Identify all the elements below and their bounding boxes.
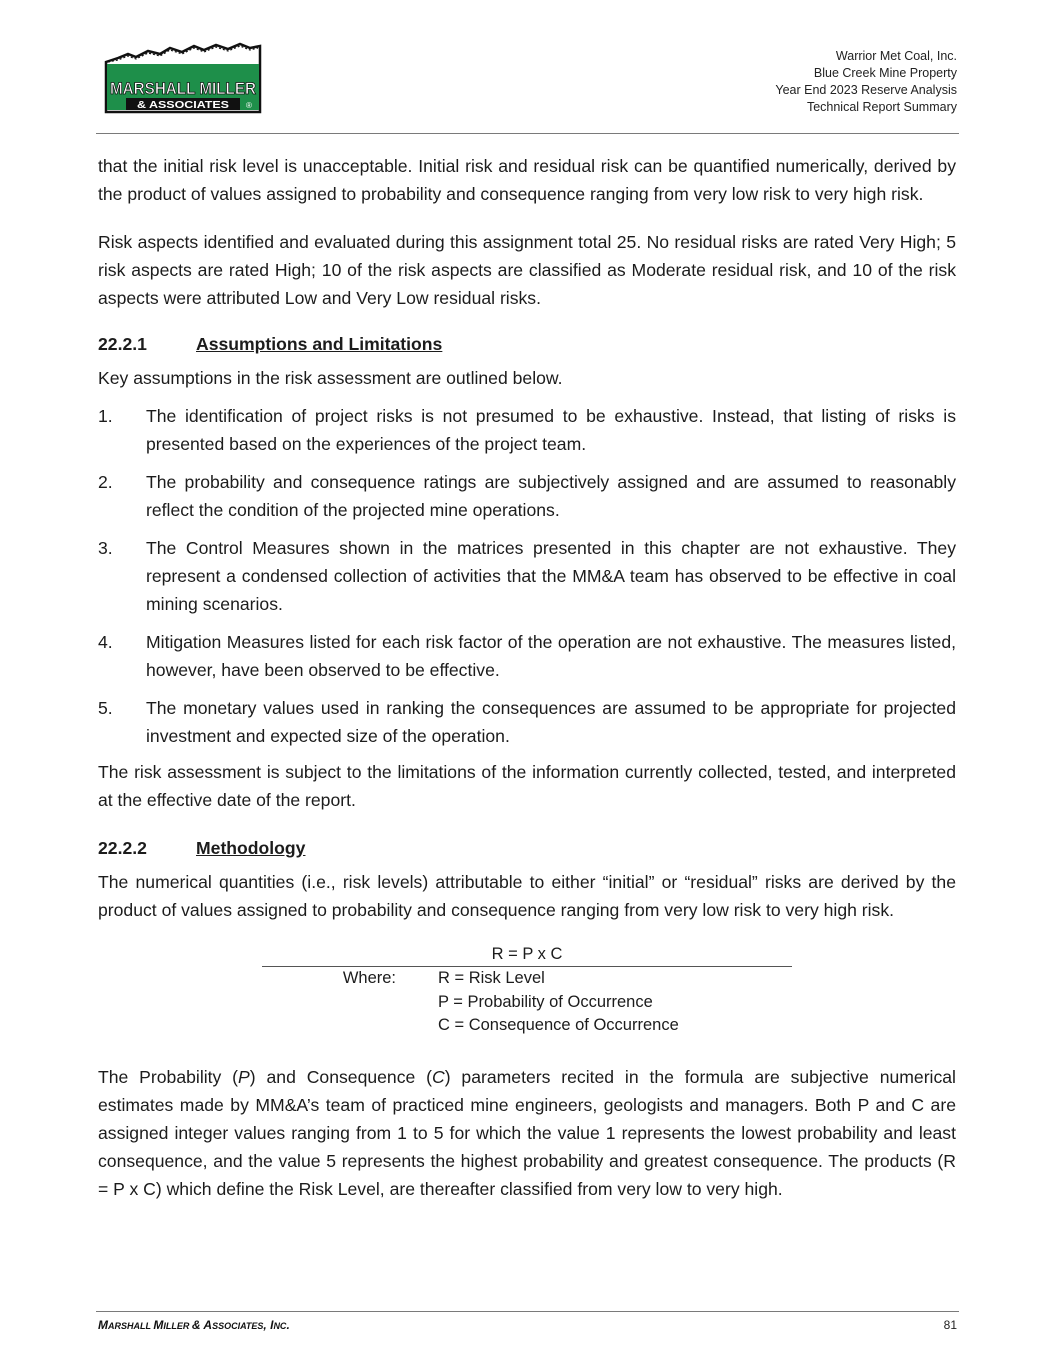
text-run: ) and Consequence (	[249, 1066, 432, 1087]
paragraph-risk-summary: Risk aspects identified and evaluated during this assignment total 25. No residual risks are rated Very High; 5 risk aspects are rated High; 10 of the risk aspects are classified as Moderate residual risk, and 10 of the risk aspects were attributed Low and Very Low residual risks.	[98, 232, 956, 308]
list-item-text: The probability and consequence ratings are subjectively assigned and are assumed to reasonably reflect the condition of the projected mine operations.	[146, 472, 956, 520]
list-item-text: The Control Measures shown in the matrices presented in this chapter are not exhaustive. They represent a condensed collection of activities that the MM&A team has observed to be effective in coal mining scenarios.	[146, 538, 956, 614]
formula-equation: R = P x C	[262, 942, 792, 967]
logo-registered-mark: ®	[246, 101, 252, 110]
section-title: Methodology	[196, 838, 306, 858]
section-heading-assumptions	[98, 330, 956, 358]
paragraph-limitations: The risk assessment is subject to the limitations of the information currently collected, tested, and interpreted at the effective date of the report.	[98, 762, 956, 810]
text-run: M	[153, 1318, 164, 1332]
list-item	[98, 468, 956, 524]
footer-firm-name	[98, 1318, 290, 1332]
logo-subtitle: & ASSOCIATES	[137, 100, 230, 111]
formula-variable-list	[438, 967, 679, 1038]
text-run-smallcaps: NC	[273, 1321, 287, 1331]
section-number: 22.2.2	[98, 838, 147, 858]
text-run: , I	[263, 1318, 274, 1332]
text-run: ) parameters recited in the formula are subjective numerical estimates made by MM&A’s team of practiced mine engineers, geologists and managers. Both P and C are assigned integer values ranging from 1 to 5 for which the value 1 represents the lowest probability and least consequence, and the value 5 represents the highest probability and greatest consequence. The products (R = P x C) which define the Risk Level, are thereafter classified from very low to very high.	[98, 1066, 956, 1199]
company-logo	[104, 42, 262, 116]
header-analysis: Year End 2023 Reserve Analysis	[775, 83, 957, 97]
header-company: Warrior Met Coal, Inc.	[835, 49, 957, 63]
text-run-smallcaps: ILLER	[163, 1321, 192, 1331]
text-run-smallcaps: SSOCIATES	[212, 1321, 264, 1331]
risk-formula	[262, 942, 792, 1038]
list-item-number: 2.	[98, 472, 113, 492]
list-item	[98, 694, 956, 750]
report-header	[775, 48, 957, 116]
list-item	[98, 628, 956, 684]
section-title: Assumptions and Limitations	[196, 334, 443, 354]
paragraph-methodology: The numerical quantities (i.e., risk levels) attributable to either “initial” or “residual” risks are derived by the product of values assigned to probability and consequence ranging from very low risk to very high risk.	[98, 872, 956, 920]
list-item-text: The monetary values used in ranking the consequences are assumed to be appropriate for projected investment and expected size of the operation.	[146, 698, 956, 746]
assumptions-list	[98, 402, 956, 750]
list-item-number: 1.	[98, 406, 113, 426]
list-item-number: 5.	[98, 698, 113, 718]
paragraph-parameters	[98, 1063, 956, 1203]
text-run: .	[286, 1318, 290, 1332]
list-item-number: 4.	[98, 632, 113, 652]
footer-divider	[96, 1311, 959, 1312]
formula-where-label: Where:	[342, 969, 396, 987]
header-report: Technical Report Summary	[806, 100, 957, 114]
text-run: The Probability (	[98, 1066, 239, 1087]
list-item-text: The identification of project risks is not presumed to be exhaustive. Instead, that listing of risks is presented based on the experiences of the project team.	[146, 406, 956, 454]
formula-variable: C = Consequence of Occurrence	[438, 1016, 679, 1034]
section-number: 22.2.1	[98, 334, 147, 354]
formula-definitions	[262, 967, 792, 1038]
list-item	[98, 402, 956, 458]
formula-variable: P = Probability of Occurrence	[438, 992, 653, 1011]
section-heading-methodology	[98, 834, 956, 862]
page-number: 81	[943, 1318, 957, 1332]
paragraph-assumptions-intro: Key assumptions in the risk assessment are outlined below.	[98, 368, 563, 388]
header-property: Blue Creek Mine Property	[813, 66, 957, 80]
text-run: M	[98, 1318, 108, 1332]
logo-wordmark: MARSHALL MILLER	[110, 79, 256, 98]
formula-variable: R = Risk Level	[438, 969, 545, 987]
list-item-number: 3.	[98, 538, 113, 558]
text-run-italic: C	[432, 1066, 445, 1087]
list-item-text: Mitigation Measures listed for each risk factor of the operation are not exhaustive. The measures listed, however, have been observed to be effective.	[146, 632, 956, 680]
text-run-smallcaps: ARSHALL	[108, 1321, 154, 1331]
page-content	[98, 152, 956, 1203]
text-run: & A	[191, 1318, 213, 1332]
header-divider	[96, 133, 959, 134]
list-item	[98, 534, 956, 618]
paragraph-risk-intro: that the initial risk level is unacceptable. Initial risk and residual risk can be quantified numerically, derived by the product of values assigned to probability and consequence ranging from very low risk to very high risk.	[98, 156, 956, 204]
text-run-italic: P	[238, 1066, 250, 1087]
